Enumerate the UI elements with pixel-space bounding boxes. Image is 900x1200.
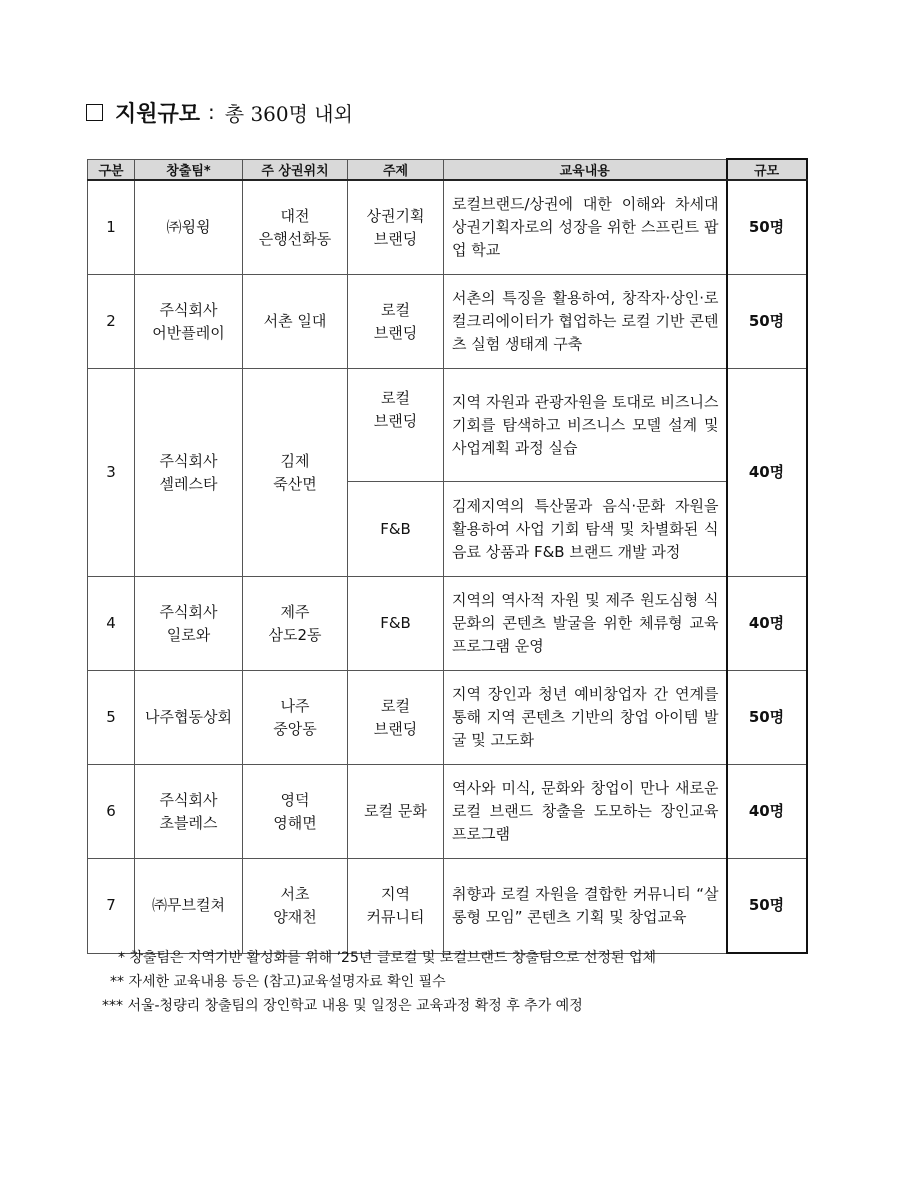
team-line: ㈜윙윙 <box>166 218 211 236</box>
location-line: 서초 <box>280 884 310 903</box>
row-topic <box>348 482 444 577</box>
row-content: 지역 장인과 청년 예비창업자 간 연계를 통해 지역 콘텐츠 기반의 창업 아이템 발굴 및 고도화 <box>444 671 727 765</box>
topic-line: 브랜딩 <box>373 719 418 738</box>
team-line: 일로와 <box>166 625 211 644</box>
support-scale-table <box>87 158 808 954</box>
table-row <box>88 671 807 765</box>
row-topic <box>348 275 444 369</box>
row-scale: 50명 <box>727 180 807 275</box>
location-line: 영덕 <box>280 790 310 809</box>
team-line: 셀레스타 <box>159 474 218 493</box>
row-scale: 50명 <box>727 275 807 369</box>
row-team <box>135 577 243 671</box>
row-topic <box>348 671 444 765</box>
header-scale: 규모 <box>727 159 807 180</box>
team-line: 초블레스 <box>159 813 218 832</box>
row-location <box>243 275 348 369</box>
location-line: 양재천 <box>273 907 317 926</box>
topic-line: 브랜딩 <box>373 323 418 342</box>
topic-line: 로컬 <box>381 696 410 715</box>
row-topic <box>348 180 444 275</box>
row-content: 김제지역의 특산물과 음식·문화 자원을 활용하여 사업 기회 탐색 및 차별화된 식음료 상품과 F&B 브랜드 개발 과정 <box>444 482 727 577</box>
row-content: 역사와 미식, 문화와 창업이 만나 새로운 로컬 브랜드 창출을 도모하는 장인교육 프로그램 <box>444 765 727 859</box>
row-topic <box>348 369 444 482</box>
topic-line: 로컬 문화 <box>364 802 427 820</box>
location-line: 중앙동 <box>273 719 317 738</box>
row-team <box>135 765 243 859</box>
row-no: 1 <box>88 180 135 275</box>
topic-line: F&B <box>380 614 411 632</box>
location-line: 서촌 일대 <box>263 312 327 330</box>
row-scale: 40명 <box>727 765 807 859</box>
row-no: 4 <box>88 577 135 671</box>
row-no: 5 <box>88 671 135 765</box>
row-team <box>135 369 243 577</box>
location-line: 제주 <box>280 602 310 621</box>
header-no: 구분 <box>88 159 135 180</box>
section-heading <box>86 96 353 128</box>
checkbox-square-icon <box>86 104 103 121</box>
row-location <box>243 859 348 954</box>
topic-line: 커뮤니티 <box>366 907 425 926</box>
location-line: 나주 <box>280 696 310 715</box>
team-line: ㈜무브컬쳐 <box>152 896 225 915</box>
row-scale: 40명 <box>727 577 807 671</box>
row-content: 로컬브랜드/상권에 대한 이해와 차세대 상권기획자로의 성장을 위한 스프린트 팝업 학교 <box>444 180 727 275</box>
row-no: 6 <box>88 765 135 859</box>
row-team <box>135 671 243 765</box>
row-location <box>243 180 348 275</box>
row-location <box>243 369 348 577</box>
table-row <box>88 859 807 954</box>
table-row <box>88 577 807 671</box>
location-line: 대전 <box>280 206 310 225</box>
header-topic: 주제 <box>348 159 444 180</box>
topic-line: 지역 <box>381 884 410 903</box>
topic-line: 로컬 <box>381 389 410 407</box>
row-location <box>243 671 348 765</box>
location-line: 죽산면 <box>273 474 317 493</box>
header-location: 주 상권위치 <box>243 159 348 180</box>
row-scale: 40명 <box>727 369 807 577</box>
team-line: 주식회사 <box>159 451 218 470</box>
row-no: 7 <box>88 859 135 954</box>
table-row <box>88 765 807 859</box>
section-title: 지원규모 <box>115 101 201 127</box>
row-no: 2 <box>88 275 135 369</box>
row-no: 3 <box>88 369 135 577</box>
location-line: 은행선화동 <box>258 229 332 248</box>
topic-line: 로컬 <box>381 300 410 319</box>
team-line: 주식회사 <box>159 300 218 319</box>
footnote: ** 자세한 교육내용 등은 (참고)교육설명자료 확인 필수 <box>110 974 446 990</box>
footnote: * 창출팀은 지역기반 활성화를 위해 ’25년 글로컬 및 로컬브랜드 창출팀으로 선정된 업체 <box>118 950 657 966</box>
table-row <box>88 369 807 482</box>
header-content: 교육내용 <box>444 159 727 180</box>
row-team <box>135 275 243 369</box>
topic-line: 상권기획 <box>366 206 425 225</box>
row-location <box>243 577 348 671</box>
row-content: 지역 자원과 관광자원을 토대로 비즈니스 기회를 탐색하고 비즈니스 모델 설계 및 사업계획 과정 실습 <box>444 369 727 482</box>
team-line: 주식회사 <box>159 790 218 809</box>
row-content: 취향과 로컬 자원을 결합한 커뮤니티 “살롱형 모임” 콘텐츠 기획 및 창업교육 <box>444 859 727 954</box>
row-topic <box>348 765 444 859</box>
location-line: 영해면 <box>273 813 317 832</box>
topic-line: F&B <box>380 519 411 538</box>
row-topic <box>348 859 444 954</box>
table-header-row <box>88 159 807 180</box>
row-content: 지역의 역사적 자원 및 제주 원도심형 식문화의 콘텐츠 발굴을 위한 체류형 교육 프로그램 운영 <box>444 577 727 671</box>
row-topic <box>348 577 444 671</box>
team-line: 나주협동상회 <box>145 708 232 726</box>
location-line: 삼도2동 <box>268 625 322 644</box>
heading-value: 총 360명 내외 <box>224 101 353 126</box>
topic-line: 브랜딩 <box>373 412 418 430</box>
team-line: 어반플레이 <box>152 323 225 342</box>
heading-colon: : <box>208 100 215 124</box>
footnote: *** 서울-청량리 창출팀의 장인학교 내용 및 일정은 교육과정 확정 후 추가 예정 <box>102 998 583 1014</box>
location-line: 김제 <box>280 451 310 470</box>
table-row <box>88 180 807 275</box>
table-row <box>88 275 807 369</box>
team-line: 주식회사 <box>159 602 218 621</box>
topic-line: 브랜딩 <box>373 229 418 248</box>
header-team: 창출팀* <box>135 159 243 180</box>
row-scale: 50명 <box>727 859 807 954</box>
row-location <box>243 765 348 859</box>
row-team <box>135 859 243 954</box>
row-team <box>135 180 243 275</box>
row-content: 서촌의 특징을 활용하여, 창작자·상인·로컬크리에이터가 협업하는 로컬 기반 콘텐츠 실험 생태계 구축 <box>444 275 727 369</box>
row-scale: 50명 <box>727 671 807 765</box>
